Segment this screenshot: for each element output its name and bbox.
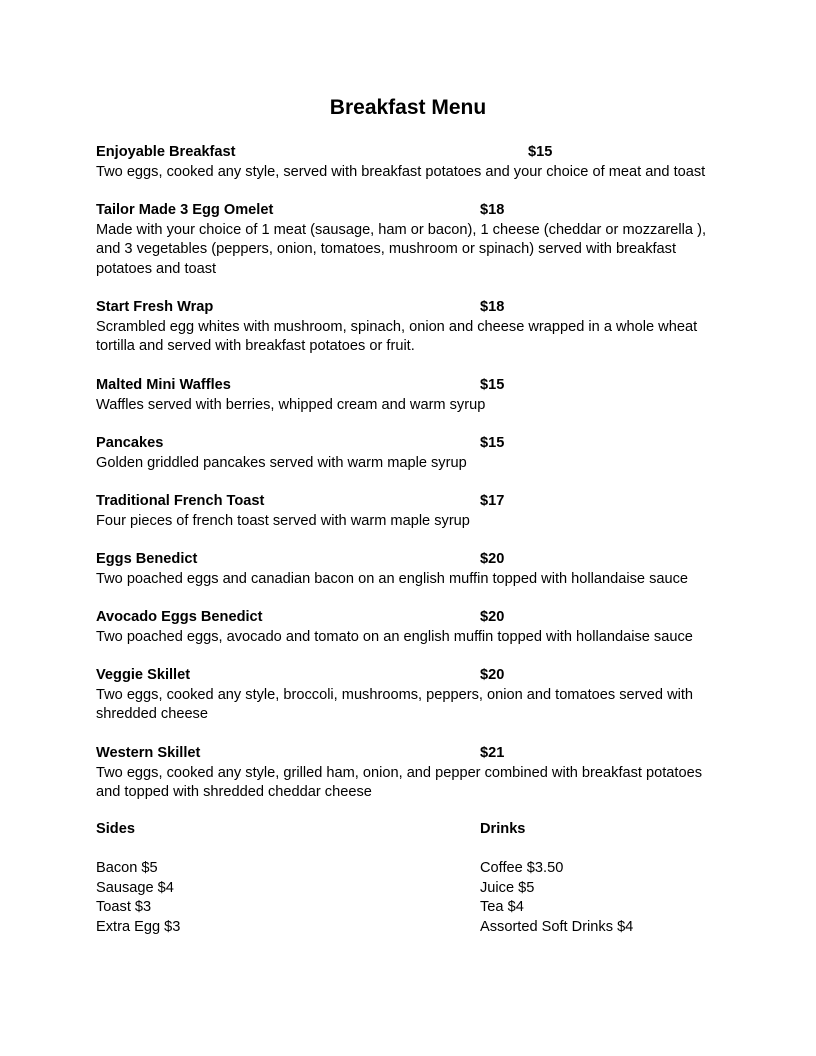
menu-item-price: $17 — [480, 493, 505, 509]
menu-item-name: Veggie Skillet — [96, 667, 191, 683]
sides-item: Bacon $5 — [96, 860, 158, 876]
menu-item-description: Four pieces of french toast served with warm maple syrup — [96, 512, 470, 529]
menu-item — [96, 298, 736, 357]
drinks-section — [480, 820, 633, 937]
menu-item-name: Eggs Benedict — [96, 551, 198, 567]
drinks-item: Assorted Soft Drinks $4 — [480, 918, 634, 935]
drinks-heading: Drinks — [480, 821, 526, 837]
menu-item — [96, 434, 736, 473]
menu-item — [96, 492, 736, 531]
menu-item-price: $15 — [528, 144, 553, 160]
menu-item — [96, 143, 736, 182]
menu-item-price: $20 — [480, 667, 505, 683]
menu-item-price: $15 — [480, 377, 505, 393]
sides-item: Sausage $4 — [96, 879, 174, 896]
drinks-item: Tea $4 — [480, 899, 524, 915]
menu-item — [96, 666, 736, 725]
menu-item-description: and 3 vegetables (peppers, onion, tomatoes, mushroom or spinach) served with breakfast — [96, 241, 677, 257]
menu-item-name: Avocado Eggs Benedict — [96, 609, 263, 625]
sides-item: Toast $3 — [96, 899, 152, 915]
menu-item-description: Two eggs, cooked any style, broccoli, mushrooms, peppers, onion and tomatoes served with — [96, 686, 694, 703]
sides-item: Extra Egg $3 — [96, 918, 181, 935]
menu-item-description: shredded cheese — [96, 706, 208, 722]
menu-item-description: Golden griddled pancakes served with warm maple syrup — [96, 454, 467, 471]
menu-item-description: and topped with shredded cheddar cheese — [96, 784, 372, 800]
drinks-item: Juice $5 — [480, 879, 535, 896]
menu-title: Breakfast Menu — [329, 96, 487, 119]
menu-item-price: $18 — [480, 299, 505, 315]
menu-item-price: $20 — [480, 551, 505, 567]
menu-item — [96, 201, 736, 279]
menu-item-name: Western Skillet — [96, 745, 201, 761]
menu-item-price: $18 — [480, 202, 505, 218]
menu-item-price: $15 — [480, 435, 505, 451]
menu-item-name: Enjoyable Breakfast — [96, 144, 236, 160]
menu-item-description: Two eggs, cooked any style, served with breakfast potatoes and your choice of meat and toast — [96, 163, 706, 180]
menu-item-name: Start Fresh Wrap — [96, 299, 214, 315]
menu-item-description: Scrambled egg whites with mushroom, spinach, onion and cheese wrapped in a whole wheat — [96, 318, 698, 335]
menu-item-name: Malted Mini Waffles — [96, 377, 231, 393]
menu-item-description: tortilla and served with breakfast potatoes or fruit. — [96, 338, 415, 354]
menu-item-name: Traditional French Toast — [96, 493, 265, 509]
menu-item-description: Waffles served with berries, whipped cream and warm syrup — [96, 396, 486, 413]
menu-item-description: potatoes and toast — [96, 260, 217, 277]
menu-item-price: $20 — [480, 609, 505, 625]
menu-item-price: $21 — [480, 745, 505, 761]
drinks-item: Coffee $3.50 — [480, 860, 564, 876]
menu-item — [96, 376, 736, 415]
menu-item-description: Made with your choice of 1 meat (sausage, ham or bacon), 1 cheese (cheddar or mozzarella ), — [96, 221, 706, 238]
menu-item — [96, 550, 736, 589]
menu-item-description: Two poached eggs, avocado and tomato on an english muffin topped with hollandaise sauce — [96, 628, 693, 645]
menu-item — [96, 608, 736, 647]
menu-item-description: Two poached eggs and canadian bacon on an english muffin topped with hollandaise sauce — [96, 570, 689, 587]
menu-item — [96, 744, 736, 803]
sides-heading: Sides — [96, 821, 135, 837]
menu-item-name: Pancakes — [96, 435, 164, 451]
menu-item-description: Two eggs, cooked any style, grilled ham, onion, and pepper combined with breakfast potatoes — [96, 764, 703, 781]
sides-section — [96, 820, 180, 937]
menu-item-name: Tailor Made 3 Egg Omelet — [96, 202, 274, 218]
